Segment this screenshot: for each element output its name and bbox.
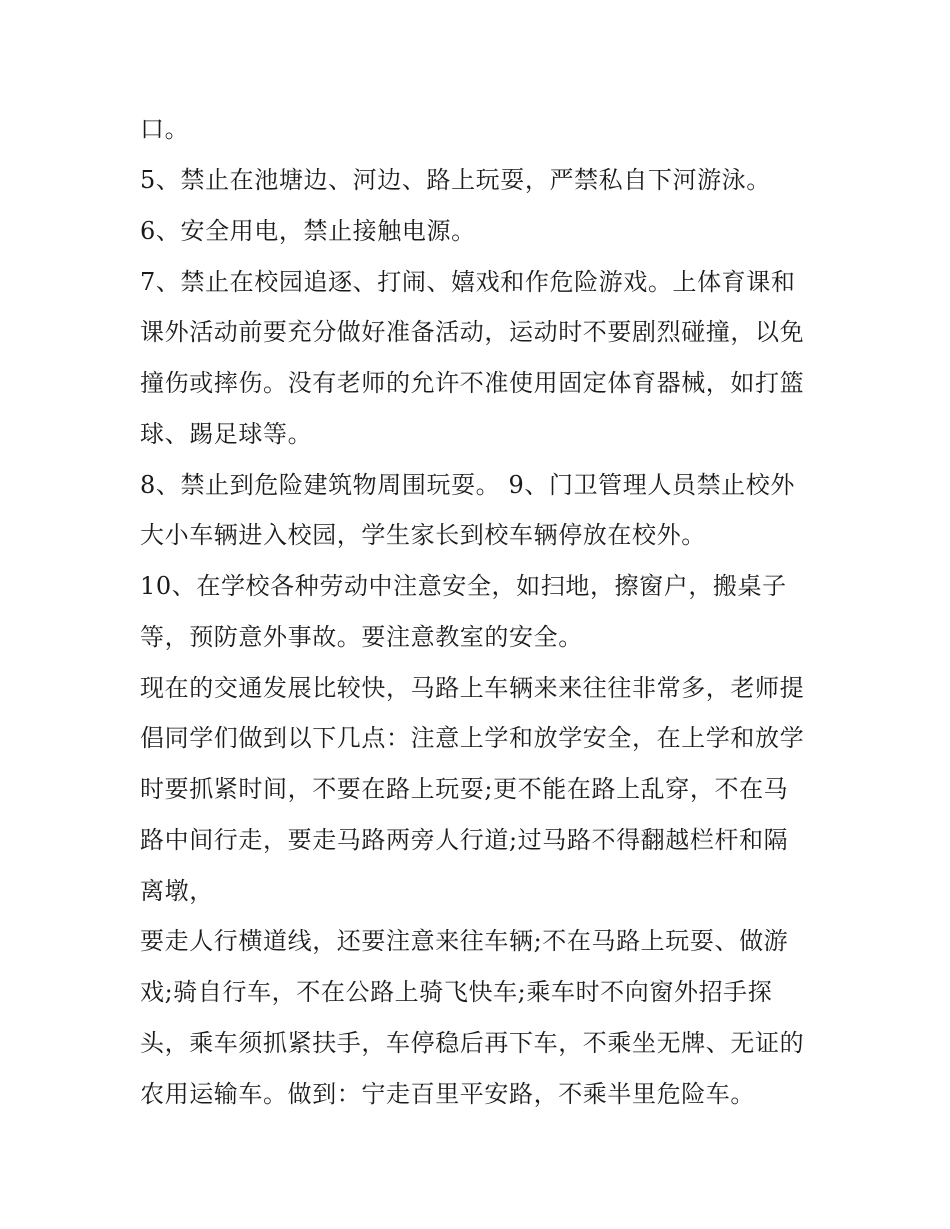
text-line: 5、禁止在池塘边、河边、路上玩耍，严禁私自下河游泳。 xyxy=(140,166,771,194)
text-line: 8、禁止到危险建筑物周围玩耍。 9、门卫管理人员禁止校外 xyxy=(140,471,795,499)
text-line: 球、踢足球等。 xyxy=(140,420,313,448)
text-line: 7、禁止在校园追逐、打闹、嬉戏和作危险游戏。上体育课和 xyxy=(140,268,796,296)
text-line: 戏;骑自行车，不在公路上骑飞快车;乘车时不向窗外招手探 xyxy=(140,978,773,1006)
text-line: 撞伤或摔伤。没有老师的允许不准使用固定体育器械，如打篮 xyxy=(140,369,805,397)
text-line: 10、在学校各种劳动中注意安全，如扫地，擦窗户，搬桌子 xyxy=(140,572,787,600)
text-line: 倡同学们做到以下几点：注意上学和放学安全，在上学和放学 xyxy=(140,724,805,752)
text-line: 路中间行走，要走马路两旁人行道;过马路不得翻越栏杆和隔 xyxy=(140,826,789,854)
text-line: 现在的交通发展比较快，马路上车辆来来往往非常多，老师提 xyxy=(140,674,805,702)
text-line: 6、安全用电，禁止接触电源。 xyxy=(140,217,476,245)
text-line: 要走人行横道线，还要注意来往车辆;不在马路上玩耍、做游 xyxy=(140,927,789,955)
text-line: 大小车辆进入校园，学生家长到校车辆停放在校外。 xyxy=(140,521,706,549)
text-line: 农用运输车。做到：宁走百里平安路，不乘半里危险车。 xyxy=(140,1080,755,1108)
text-line: 时要抓紧时间，不要在路上玩耍;更不能在路上乱穿，不在马 xyxy=(140,775,789,803)
text-line: 离墩， xyxy=(140,877,214,905)
text-line: 等，预防意外事故。要注意教室的安全。 xyxy=(140,623,583,651)
text-line: 口。 xyxy=(140,115,190,143)
text-line: 头，乘车须抓紧扶手，车停稳后再下车，不乘坐无牌、无证的 xyxy=(140,1029,805,1057)
text-line: 课外活动前要充分做好准备活动，运动时不要剧烈碰撞，以免 xyxy=(140,318,805,346)
